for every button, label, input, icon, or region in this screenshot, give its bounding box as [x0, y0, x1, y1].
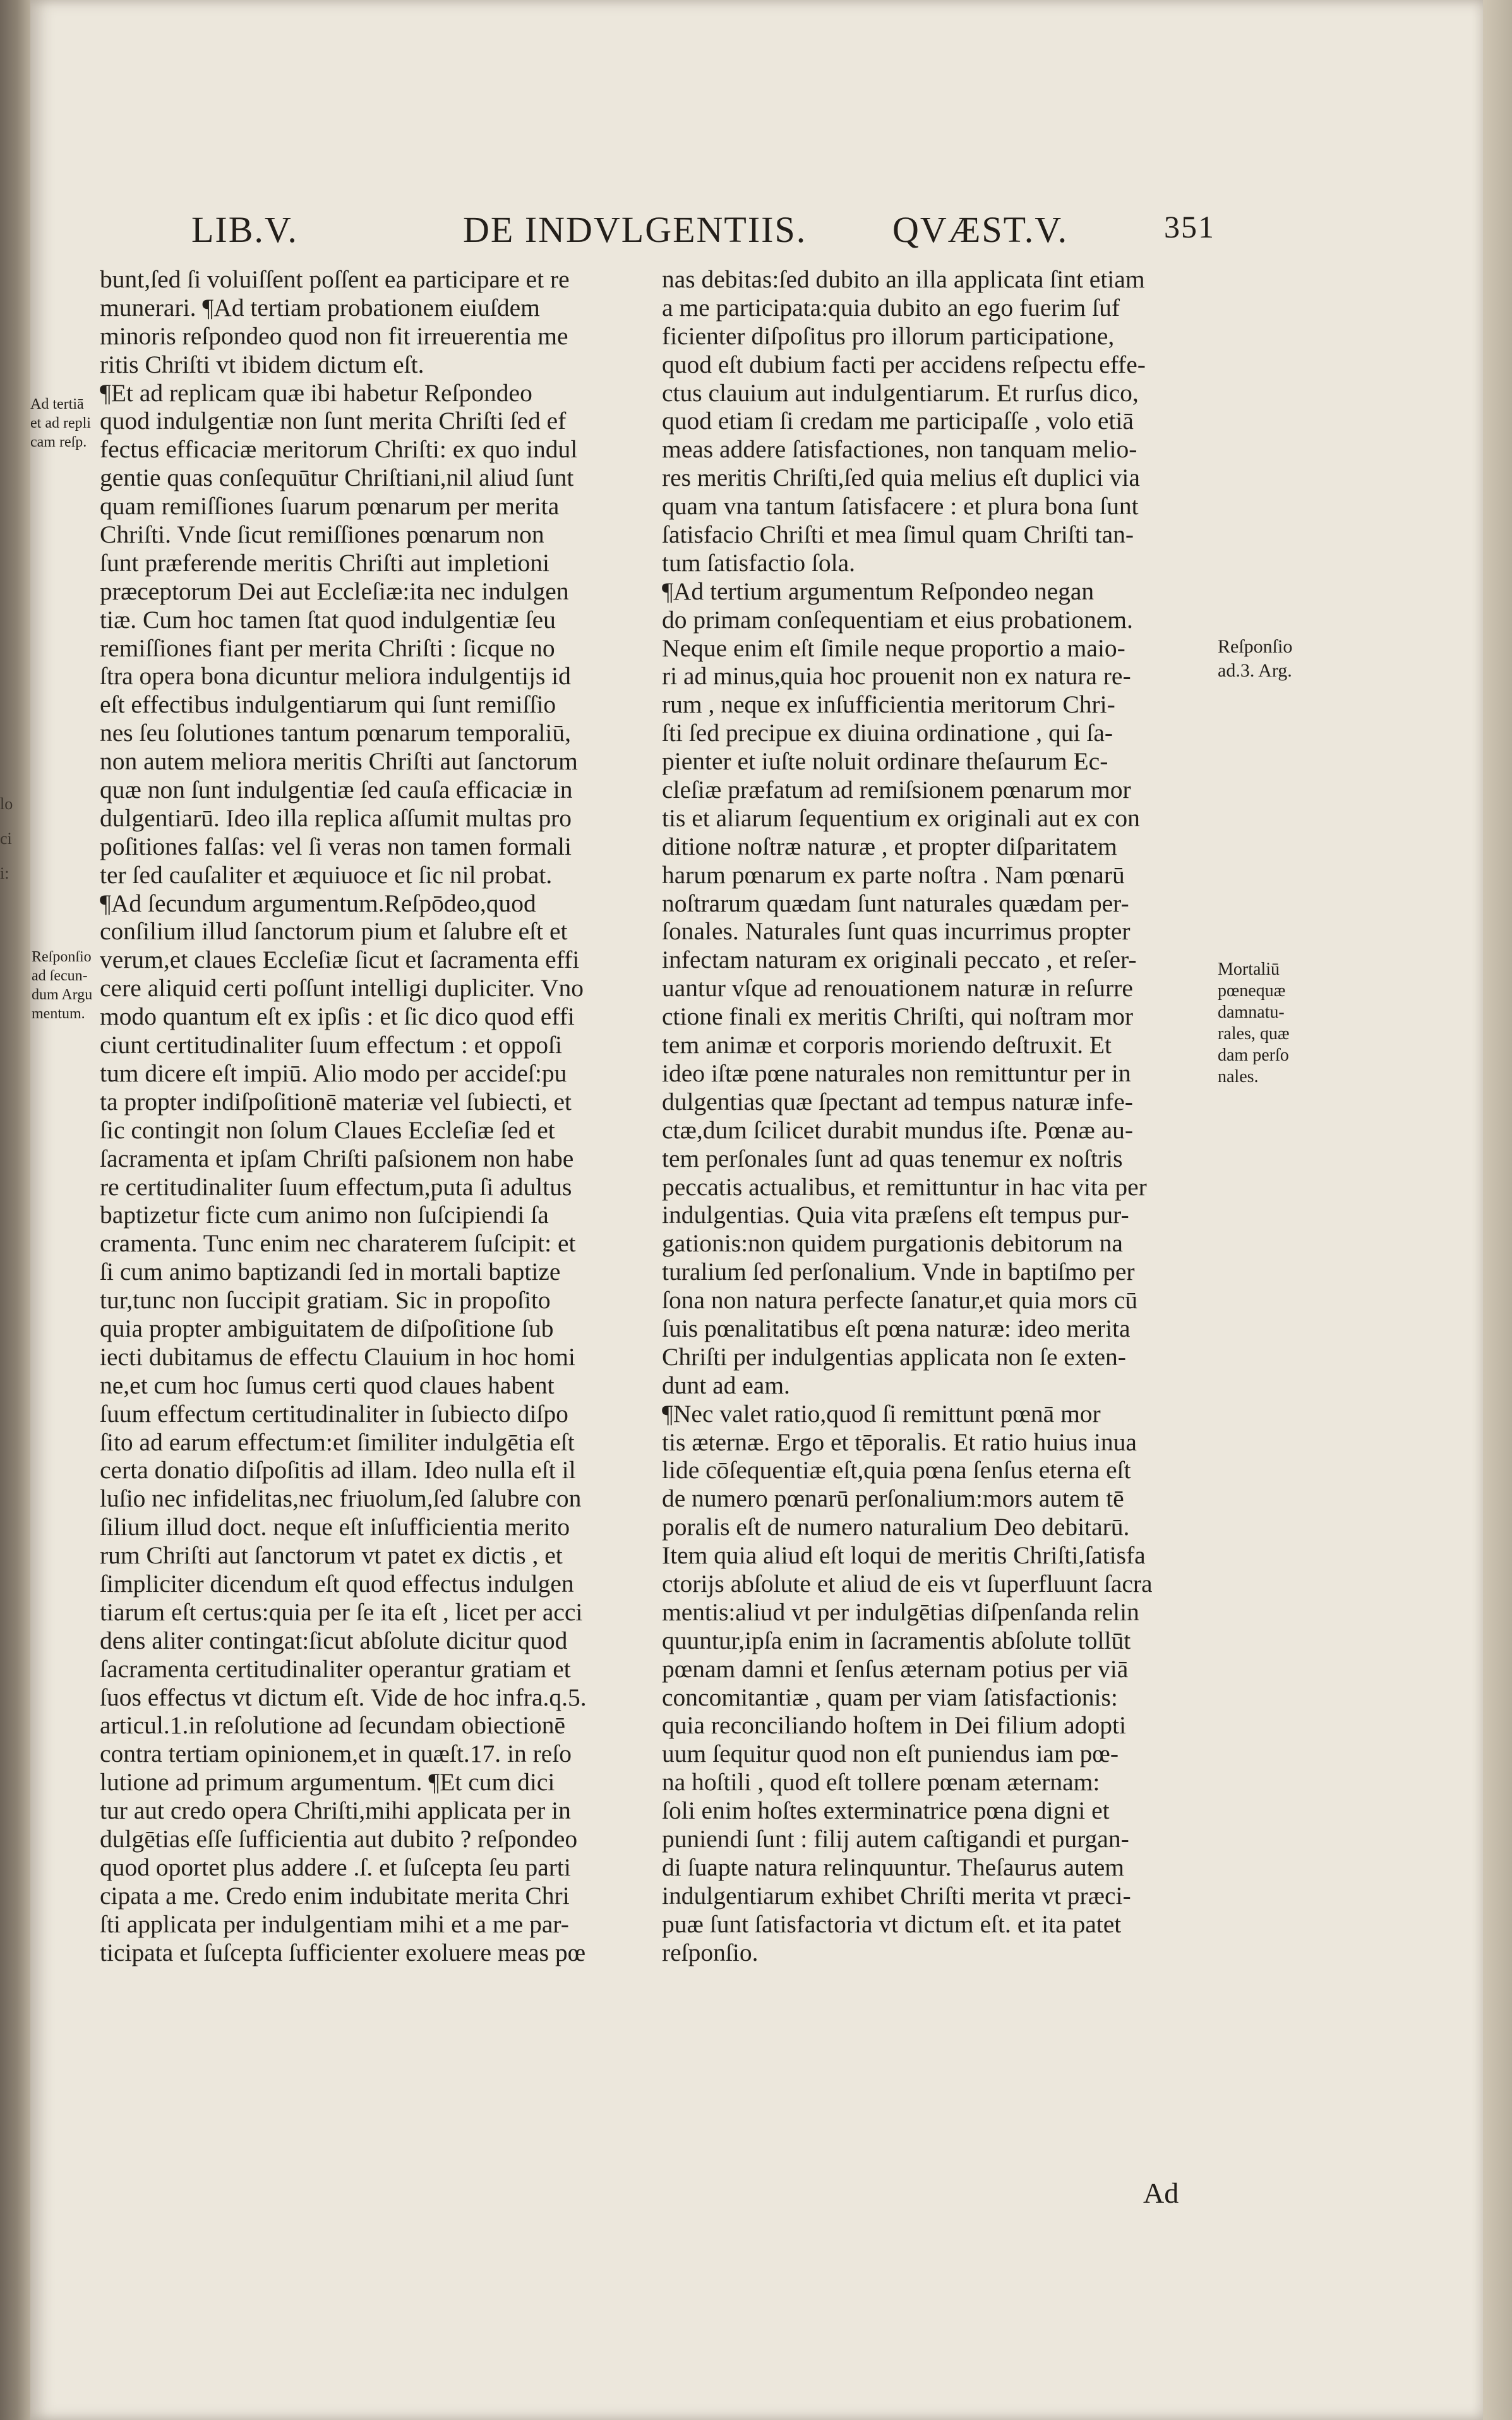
marginal-note-line: dum Argu [32, 987, 93, 1003]
marginal-note-line: Ad tertiā [30, 396, 84, 412]
text-line: meas addere ſatisfactiones, non tanquam melio- [662, 435, 1137, 464]
text-line: tur,tunc non ſuccipit gratiam. Sic in propoſito [100, 1286, 551, 1315]
text-line: pœnam damni et ſenſus æternam potius per viā [662, 1654, 1129, 1683]
text-line: Chriſti per indulgentias applicata non ſe exten- [662, 1342, 1126, 1371]
text-line: ſito ad earum effectum:et ſimiliter indulgētia eſt [100, 1428, 575, 1456]
catchword: Ad [1143, 2177, 1179, 2209]
marginal-note-line: ad ſecun- [32, 968, 88, 984]
text-line: ſic contingit non ſolum Claues Eccleſiæ ſed et [100, 1116, 555, 1144]
marginal-note-line: pœnequæ [1218, 981, 1286, 1001]
text-line: ticipata et ſuſcepta ſufficienter exoluere meas pœ [100, 1938, 586, 1966]
margin-fragment: lo [0, 795, 13, 813]
marginal-note-line: dam perſo [1218, 1045, 1289, 1065]
text-line: dunt ad eam. [662, 1371, 790, 1399]
marginal-note-right-1 [1218, 635, 1292, 683]
text-line: articul.1.in reſolutione ad ſecundam obiectionē [100, 1711, 566, 1740]
text-line: dulgentias quæ ſpectant ad tempus naturæ infe- [662, 1087, 1133, 1116]
text-line: infectam naturam ex originali peccato , et reſer- [662, 946, 1137, 974]
text-line: pienter et iuſte noluit ordinare theſaurum Ec- [662, 747, 1108, 776]
text-line: verum,et claues Eccleſiæ ſicut et ſacramenta effi [100, 946, 580, 974]
text-line: nes ſeu ſolutiones tantum pœnarum temporaliū, [100, 719, 571, 747]
text-line: ſacramenta et ipſam Chriſti paſsionem non habe [100, 1144, 574, 1172]
text-line: non autem meliora meritis Chriſti aut ſanctorum [100, 747, 578, 776]
running-head-quaestio: QVÆST.V. [892, 209, 1069, 250]
text-line: ¶Nec valet ratio,quod ſi remittunt pœnā mor [662, 1399, 1101, 1428]
text-line: eſt effectibus indulgentiarum qui ſunt remiſſio [100, 690, 556, 719]
text-line: quod eſt dubium facti per accidens reſpectu effe- [662, 350, 1146, 378]
text-line: concomitantiæ , quam per viam ſatisfactionis: [662, 1683, 1118, 1711]
text-line: gentie quas conſequūtur Chriſtiani,nil aliud ſunt [100, 464, 574, 492]
text-line: harum pœnarum ex parte noſtra . Nam pœnarū [662, 860, 1125, 889]
text-line: munerari. ¶Ad tertiam probationem eiuſdem [100, 293, 540, 322]
text-line: di ſuapte natura relinquuntur. Theſaurus autem [662, 1853, 1125, 1881]
text-line: ¶Ad tertium argumentum Reſpondeo negan [662, 577, 1095, 605]
text-line: poralis eſt de numero naturalium Deo debitarū. [662, 1513, 1130, 1541]
text-line: reſponſio. [662, 1938, 759, 1966]
marginal-note-line: rales, quæ [1218, 1024, 1290, 1044]
marginal-note-line: nales. [1218, 1067, 1259, 1087]
text-line: ſti ſed precipue ex diuina ordinatione , qui ſa- [662, 719, 1113, 747]
text-line: luſio nec infidelitas,nec friuolum,ſed ſalubre con [100, 1484, 582, 1513]
text-line: puniendi ſunt : filij autem caſtigandi et purgan- [662, 1824, 1129, 1853]
marginal-note-left-1 [30, 395, 99, 452]
text-line: lide cōſequentiæ eſt,quia pœna ſenſus eterna eſt [662, 1456, 1131, 1484]
text-line: a me participata:quia dubito an ego fuerim ſuf [662, 293, 1120, 322]
text-line: ſatisfacio Chriſti et mea ſimul quam Chriſti tan- [662, 521, 1134, 549]
text-line: res meritis Chriſti,ſed quia melius eſt duplici via [662, 464, 1140, 492]
text-line: minoris reſpondeo quod non fit irreuerentia me [100, 322, 568, 350]
text-line: tis æternæ. Ergo et tēporalis. Et ratio huius inua [662, 1428, 1137, 1456]
text-line: rum , neque ex inſufficientia meritorum Chri- [662, 690, 1115, 719]
text-line: lutione ad primum argumentum. ¶Et cum dici [100, 1768, 555, 1797]
facing-page-edge [0, 0, 30, 2420]
text-line: contra tertiam opinionem,et in quæſt.17. in reſo [100, 1740, 572, 1768]
text-line: ſacramenta certitudinaliter operantur gratiam et [100, 1654, 571, 1683]
folio-number: 351 [1164, 209, 1215, 244]
margin-fragment: i: [0, 864, 9, 882]
margin-fragment: ci [0, 829, 12, 848]
text-line: tem animæ et corporis moriendo deſtruxit. Et [662, 1031, 1112, 1059]
text-line: Item quia aliud eſt loqui de meritis Chriſti,ſatisfa [662, 1541, 1146, 1570]
marginal-note-line: mentum. [32, 1006, 85, 1022]
text-line: ctione finali ex meritis Chriſti, qui noſtram mor [662, 1002, 1133, 1031]
text-line: ter ſed cauſaliter et æquiuoce et ſic nil probat. [100, 860, 553, 889]
text-line: bunt,ſed ſi voluiſſent poſſent ea participare et re [100, 265, 570, 293]
text-line: re certitudinaliter ſuum effectum,puta ſi adultus [100, 1172, 572, 1201]
text-line: nas debitas:ſed dubito an illa applicata ſint etiam [662, 265, 1145, 293]
text-line: ciunt certitudinaliter ſuum effectum : et oppoſi [100, 1031, 563, 1059]
text-line: tur aut credo opera Chriſti,mihi applicata per in [100, 1797, 571, 1825]
text-line: Chriſti. Vnde ſicut remiſſiones pœnarum non [100, 521, 544, 549]
text-line: ſoli enim hoſtes exterminatrice pœna digni et [662, 1797, 1110, 1825]
book-page [30, 0, 1483, 2420]
text-line: iecti dubitamus de effectu Clauium in hoc homi [100, 1342, 575, 1371]
text-line: ditione noſtræ naturæ , et propter diſparitatem [662, 832, 1117, 860]
text-line: cramenta. Tunc enim nec charaterem ſuſcipit: et [100, 1229, 576, 1258]
text-line: ¶Et ad replicam quæ ibi habetur Reſpondeo [100, 378, 532, 407]
text-line: do primam conſequentiam et eius probationem. [662, 605, 1133, 634]
text-line: modo quantum eſt ex ipſis : et ſic dico quod effi [100, 1002, 575, 1031]
running-head [30, 208, 1483, 265]
text-line: ri ad minus,quia hoc prouenit non ex natura re- [662, 662, 1131, 690]
text-line: tis et aliarum ſequentium ex originali aut ex con [662, 804, 1140, 832]
text-line: peccatis actualibus, et remittuntur in hac vita per [662, 1172, 1147, 1201]
text-line: ſonales. Naturales ſunt quas incurrimus propter [662, 917, 1131, 946]
text-line: rum Chriſti aut ſanctorum vt patet ex dictis , et [100, 1541, 563, 1570]
text-line: ta propter indiſpoſitionē materiæ vel ſubiecti, et [100, 1087, 572, 1116]
text-line: poſitiones falſas: vel ſi veras non tamen formali [100, 832, 572, 860]
text-line: ¶Ad ſecundum argumentum.Reſpōdeo,quod [100, 889, 536, 917]
text-line: quod etiam ſi credam me participaſſe , volo etiā [662, 407, 1134, 435]
text-line: ſuos effectus vt dictum eſt. Vide de hoc infra.q.5. [100, 1683, 587, 1711]
text-line: conſilium illud ſanctorum pium et ſalubre eſt et [100, 917, 568, 946]
text-line: ſti applicata per indulgentiam mihi et a me par- [100, 1910, 569, 1938]
text-line: ideo iſtæ pœne naturales non remittuntur per in [662, 1059, 1131, 1087]
text-line: ſuis pœnalitatibus eſt pœna naturæ: ideo merita [662, 1314, 1131, 1342]
text-line: remiſſiones fiant per merita Chriſti : ſicque no [100, 634, 555, 662]
text-line: indulgentiarum exhibet Chriſti merita vt præci- [662, 1881, 1131, 1910]
text-line: tiæ. Cum hoc tamen ſtat quod indulgentiæ ſeu [100, 605, 556, 634]
marginal-note-right-2 [1218, 959, 1290, 1088]
text-line: tum ſatisfactio ſola. [662, 548, 856, 577]
text-line: dulgentiarū. Ideo illa replica aſſumit multas pro [100, 804, 572, 832]
text-line: ſilium illud doct. neque eſt inſufficientia merito [100, 1513, 570, 1541]
marginal-note-line: et ad repli [30, 415, 91, 431]
text-line: ctus clauium aut indulgentiarum. Et rurſus dico, [662, 378, 1139, 407]
text-line: tum dicere eſt impiū. Alio modo per accideſ:pu [100, 1059, 567, 1087]
marginal-note-line: Reſponſio [32, 949, 92, 965]
text-line: dens aliter contingat:ſicut abſolute dicitur quod [100, 1626, 568, 1654]
text-line: quæ non ſunt indulgentiæ ſed cauſa efficaciæ in [100, 776, 573, 804]
marginal-note-left-2 [32, 948, 100, 1023]
text-line: ſimpliciter dicendum eſt quod effectus indulgen [100, 1569, 574, 1598]
text-line: tiarum eſt certus:quia per ſe ita eſt , licet per acci [100, 1598, 583, 1626]
text-line: mentis:aliud vt per indulgētias diſpenſanda relin [662, 1598, 1139, 1626]
text-line: quam vna tantum ſatisfacere : et plura bona ſunt [662, 492, 1139, 521]
text-line: dulgētias eſſe ſufficientia aut dubito ? reſpondeo [100, 1824, 578, 1853]
text-line: quod oportet plus addere .ſ. et ſuſcepta ſeu parti [100, 1853, 571, 1881]
text-line: indulgentias. Quia vita præſens eſt tempus pur- [662, 1201, 1129, 1229]
text-line: fectus efficaciæ meritorum Chriſti: ex quo indul [100, 435, 578, 464]
text-line: na hoſtili , quod eſt tollere pœnam æternam: [662, 1768, 1100, 1797]
text-line: turalium ſed perſonalium. Vnde in baptiſmo per [662, 1258, 1135, 1286]
text-line: ficienter diſpoſitus pro illorum participatione, [662, 322, 1115, 350]
text-column-left [100, 265, 656, 1966]
text-line: ritis Chriſti vt ibidem dictum eſt. [100, 350, 424, 378]
facing-page-margin-fragments [0, 786, 25, 891]
text-line: quia reconciliando hoſtem in Dei filium adopti [662, 1711, 1126, 1740]
text-line: quuntur,ipſa enim in ſacramentis abſolute tollūt [662, 1626, 1131, 1654]
text-line: gationis:non quidem purgationis debitorum na [662, 1229, 1123, 1258]
marginal-note-line: Reſponſio [1218, 636, 1293, 657]
text-line: quia propter ambiguitatem de diſpoſitione ſub [100, 1314, 554, 1342]
text-line: ſtra opera bona dicuntur meliora indulgentijs id [100, 662, 571, 690]
text-line: ſi cum animo baptizandi ſed in mortali baptize [100, 1258, 561, 1286]
marginal-note-line: cam reſp. [30, 434, 87, 450]
text-line: certa donatio diſpoſitis ad illam. Ideo nulla eſt il [100, 1456, 576, 1484]
text-line: quam remiſſiones ſuarum pœnarum per merita [100, 492, 560, 521]
text-line: tem perſonales ſunt ad quas tenemur ex noſtris [662, 1144, 1123, 1172]
text-line: cere aliquid certi poſſunt intelligi dupliciter. Vno [100, 974, 584, 1002]
text-line: baptizetur ficte cum animo non ſuſcipiendi ſa [100, 1201, 549, 1229]
text-line: ne,et cum hoc ſumus certi quod claues habent [100, 1371, 555, 1399]
text-line: ſunt præferende meritis Chriſti aut impletioni [100, 548, 549, 577]
running-head-title: DE INDVLGENTIIS. [463, 209, 807, 250]
text-line: puæ ſunt ſatisfactoria vt dictum eſt. et ita patet [662, 1910, 1122, 1938]
text-line: cipata a me. Credo enim indubitate merita Chri [100, 1881, 570, 1910]
text-line: quod indulgentiæ non ſunt merita Chriſti ſed ef [100, 407, 567, 435]
text-line: de numero pœnarū perſonalium:mors autem tē [662, 1484, 1124, 1513]
marginal-note-line: ad.3. Arg. [1218, 660, 1292, 681]
text-line: ctorijs abſolute et aliud de eis vt ſuperfluunt ſacra [662, 1569, 1153, 1598]
text-line: uum ſequitur quod non eſt puniendus iam pœ- [662, 1740, 1119, 1768]
text-line: ſuum effectum certitudinaliter in ſubiecto diſpo [100, 1399, 568, 1428]
text-line: noſtrarum quædam ſunt naturales quædam per- [662, 889, 1129, 917]
marginal-note-line: Mortaliū [1218, 960, 1280, 979]
text-line: cleſiæ præfatum ad remiſsionem pœnarum mor [662, 776, 1131, 804]
running-head-book: LIB.V. [191, 209, 298, 250]
marginal-note-line: damnatu- [1218, 1002, 1285, 1022]
text-line: Neque enim eſt ſimile neque proportio a maio- [662, 634, 1125, 662]
text-column-right [662, 265, 1249, 1966]
text-line: ctæ,dum ſcilicet durabit mundus iſte. Pœnæ au- [662, 1116, 1134, 1144]
text-line: ſona non natura perfecte ſanatur,et quia mors cū [662, 1286, 1137, 1315]
text-line: uantur vſque ad renouationem naturæ in reſurre [662, 974, 1133, 1002]
page-right-margin [1483, 0, 1512, 2420]
text-line: præceptorum Dei aut Eccleſiæ:ita nec indulgen [100, 577, 569, 605]
